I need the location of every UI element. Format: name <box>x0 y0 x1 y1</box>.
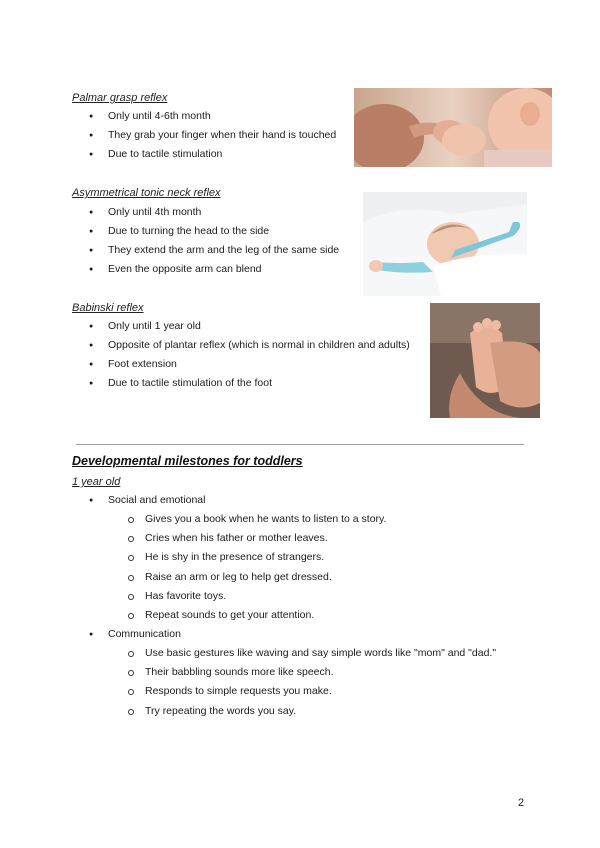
communication-label: ● Communication <box>72 625 181 644</box>
list-item: He is shy in the presence of strangers. <box>128 548 386 567</box>
list-item: ● Due to turning the head to the side <box>72 222 339 241</box>
list-item: ● Only until 1 year old <box>72 317 410 336</box>
social-emotional-label: ● Social and emotional <box>72 491 205 510</box>
list-item: ● Even the opposite arm can blend <box>72 260 339 279</box>
list-item: Cries when his father or mother leaves. <box>128 529 386 548</box>
list-item: ● Foot extension <box>72 355 410 374</box>
communication-category <box>72 625 181 644</box>
list-item: ● Due to tactile stimulation <box>72 145 336 164</box>
list-item: ● Only until 4th month <box>72 203 339 222</box>
age-heading: 1 year old <box>72 476 121 488</box>
social-category <box>72 491 205 510</box>
babinski-heading: Babinski reflex <box>72 302 144 314</box>
social-emotional-list <box>128 510 386 625</box>
list-item: ● Only until 4-6th month <box>72 107 336 126</box>
list-item: Has favorite toys. <box>128 587 386 606</box>
palmar-grasp-photo <box>354 88 552 167</box>
atnr-heading: Asymmetrical tonic neck reflex <box>72 187 221 199</box>
list-item: ● They grab your finger when their hand is touched <box>72 126 336 145</box>
list-item: ● Opposite of plantar reflex (which is normal in children and adults) <box>72 336 410 355</box>
palmar-grasp-heading: Palmar grasp reflex <box>72 92 168 104</box>
list-item: ● They extend the arm and the leg of the same side <box>72 241 339 260</box>
section-divider <box>76 444 524 445</box>
list-item: Raise an arm or leg to help get dressed. <box>128 568 386 587</box>
list-item: Responds to simple requests you make. <box>128 682 496 701</box>
baby-foot-photo <box>430 303 540 418</box>
communication-list <box>128 644 496 721</box>
palmar-grasp-list <box>72 107 336 164</box>
list-item: Try repeating the words you say. <box>128 702 496 721</box>
page-number: 2 <box>518 797 525 809</box>
sleeping-baby-photo <box>363 192 527 296</box>
list-item: Repeat sounds to get your attention. <box>128 606 386 625</box>
list-item: Use basic gestures like waving and say simple words like "mom" and "dad." <box>128 644 496 663</box>
list-item: ● Due to tactile stimulation of the foot <box>72 374 410 393</box>
atnr-list <box>72 203 339 279</box>
milestones-title: Developmental milestones for toddlers <box>72 454 303 468</box>
list-item: Gives you a book when he wants to listen to a story. <box>128 510 386 529</box>
list-item: Their babbling sounds more like speech. <box>128 663 496 682</box>
babinski-list <box>72 317 410 393</box>
